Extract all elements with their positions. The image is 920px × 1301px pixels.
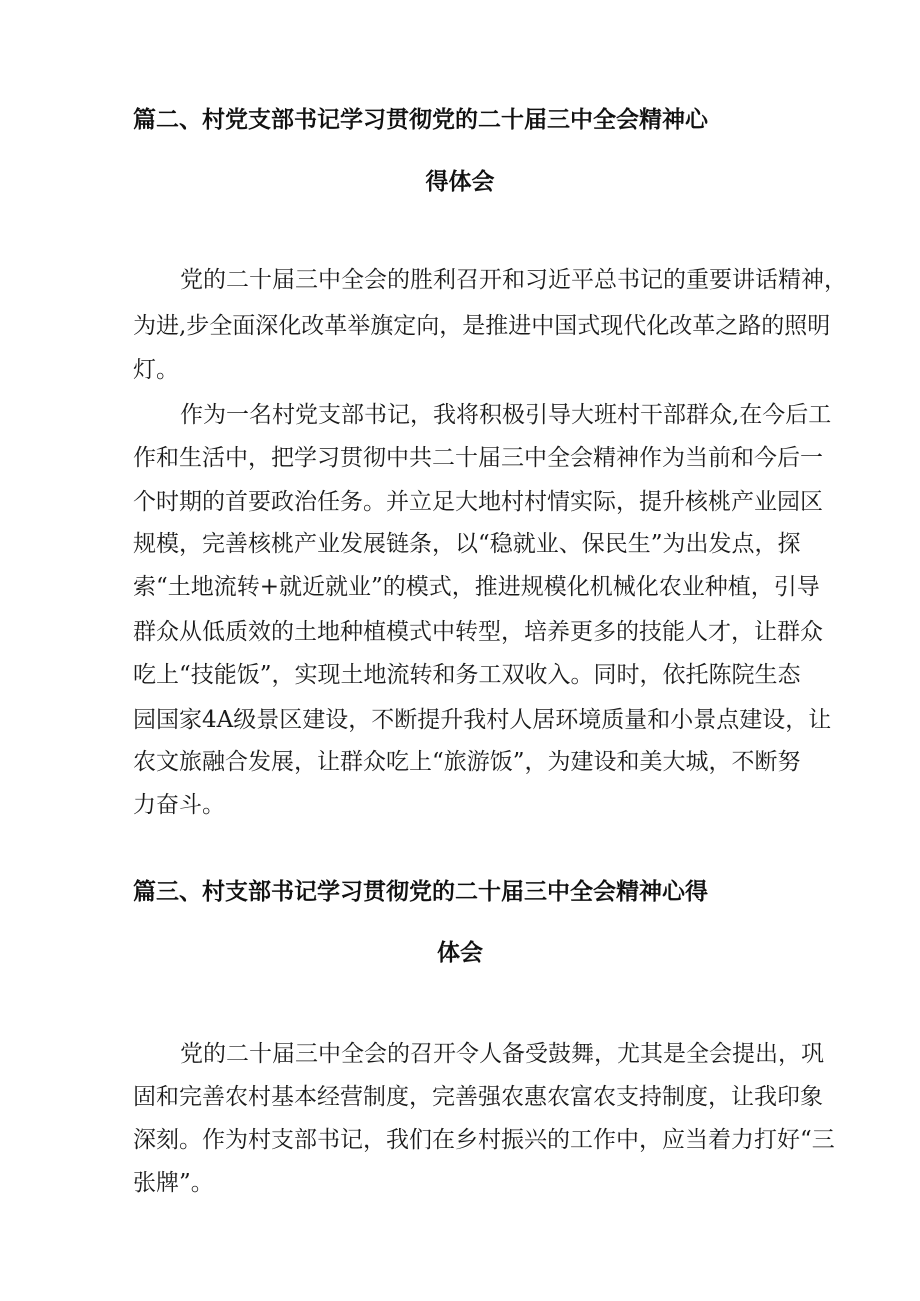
paragraph-line: 深刻。作为村支部书记，我们在乡村振兴的工作中，应当着力打好“三 xyxy=(133,1127,835,1153)
paragraph-line: 农文旅融合发展，让群众吃上“旅游饭”，为建设和美大城，不断努 xyxy=(133,749,801,775)
paragraph-line: 固和完善农村基本经营制度，完善强农惠农富农支持制度，让我印象 xyxy=(133,1084,823,1110)
paragraph-line: 索“土地流转+就近就业”的模式，推进规模化机械化农业种植，引导 xyxy=(133,574,820,600)
paragraph-line: 党的二十届三中全会的召开令人备受鼓舞，尤其是全会提出，巩 xyxy=(180,1041,824,1067)
paragraph-line: 吃上“技能饭”，实现土地流转和务工双收入。同时，依托陈院生态 xyxy=(133,662,801,688)
paragraph-line: 作为一名村党支部书记，我将积极引导大班村干部群众,在今后工 xyxy=(180,402,832,428)
section2-title-line1: 篇二、村党支部书记学习贯彻党的二十届三中全会精神心 xyxy=(133,107,708,133)
paragraph-line: 园国家4A级景区建设，不断提升我村人居环境质量和小景点建设，让 xyxy=(133,707,832,733)
paragraph-line: 为进,步全面深化改革举旗定向，是推进中国式现代化改革之路的照明 xyxy=(133,313,831,339)
paragraph-line: 张牌”。 xyxy=(133,1170,214,1196)
paragraph-line: 规模，完善核桃产业发展链条，以“稳就业、保民生”为出发点，探 xyxy=(133,531,801,557)
paragraph-line: 力奋斗。 xyxy=(133,792,225,818)
section3-title-line2: 体会 xyxy=(437,940,483,966)
paragraph-line: 个时期的首要政治任务。并立足大地村村情实际，提升核桃产业园区 xyxy=(133,489,823,515)
paragraph-line: 作和生活中，把学习贯彻中共二十届三中全会精神作为当前和今后一 xyxy=(133,445,823,471)
section2-title-line2: 得体会 xyxy=(425,169,495,195)
paragraph-line: 灯。 xyxy=(133,357,179,383)
paragraph-line: 群众从低质效的土地种植模式中转型，培养更多的技能人才，让群众 xyxy=(133,619,823,645)
section3-title-line1: 篇三、村支部书记学习贯彻党的二十届三中全会精神心得 xyxy=(133,879,708,905)
paragraph-line: 党的二十届三中全会的胜利召开和习近平总书记的重要讲话精神， xyxy=(180,267,847,293)
